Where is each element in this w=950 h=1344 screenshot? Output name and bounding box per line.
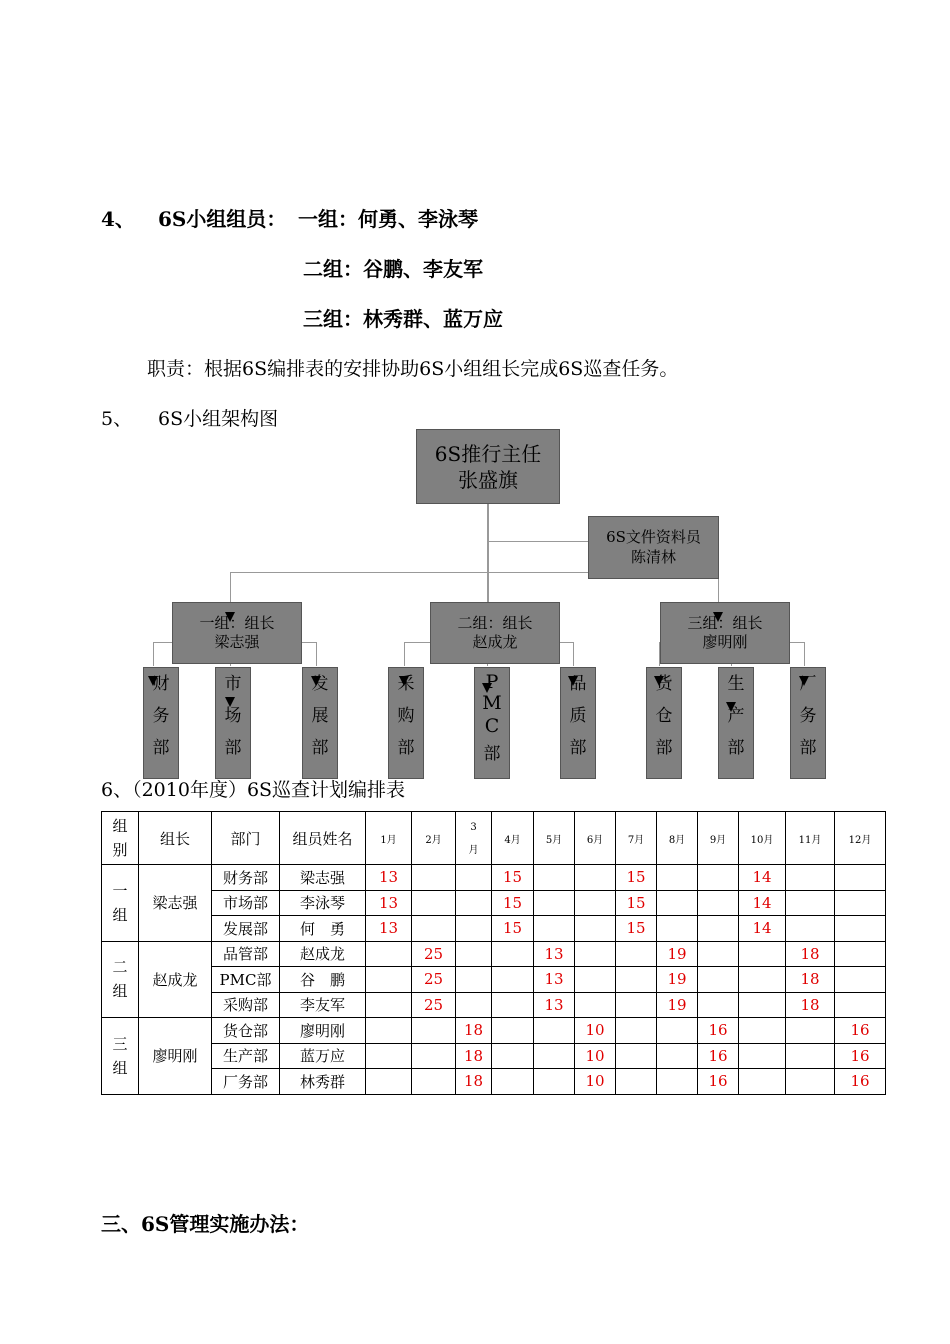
- header-month: 9月: [698, 812, 739, 865]
- day-cell: 13: [534, 992, 575, 1018]
- group2-members: 二组：谷鹏、李友军: [303, 257, 483, 281]
- day-cell: [366, 967, 412, 993]
- table-row: [102, 1043, 886, 1069]
- dept-char: 厂: [799, 674, 817, 694]
- day-cell: [835, 890, 886, 916]
- day-cell: 10: [575, 1043, 616, 1069]
- day-cell: 18: [786, 967, 835, 993]
- dept-char: 购: [397, 706, 415, 726]
- header-month: 12月: [835, 812, 886, 865]
- day-cell: [412, 865, 456, 891]
- member-cell: 何 勇: [280, 916, 366, 942]
- table-row: [102, 1069, 886, 1095]
- day-cell: 18: [456, 1043, 492, 1069]
- day-cell: 18: [786, 992, 835, 1018]
- day-cell: [835, 865, 886, 891]
- dept-cell: 采购部: [212, 992, 280, 1018]
- arrow-down-icon: [799, 676, 809, 686]
- dept-char: 部: [569, 738, 587, 758]
- dept-cell: 市场部: [212, 890, 280, 916]
- header-month: 5月: [534, 812, 575, 865]
- day-cell: [786, 890, 835, 916]
- day-cell: [366, 992, 412, 1018]
- header-month: 8月: [657, 812, 698, 865]
- dept-char: 务: [152, 706, 170, 726]
- section4-label: 6S小组组员：: [158, 207, 287, 231]
- day-cell: [698, 916, 739, 942]
- day-cell: 19: [657, 992, 698, 1018]
- group-cell: 二 组: [102, 941, 139, 1018]
- clerk-title: 6S文件资料员: [606, 528, 701, 546]
- day-cell: [616, 1043, 657, 1069]
- dept-char: 场: [224, 706, 242, 726]
- arrow-down-icon: [225, 612, 235, 622]
- day-cell: 18: [456, 1018, 492, 1044]
- dept-char: M: [482, 692, 502, 714]
- day-cell: 15: [492, 865, 534, 891]
- table-row: [102, 865, 886, 891]
- day-cell: [366, 1069, 412, 1095]
- day-cell: [492, 1069, 534, 1095]
- day-cell: [366, 1018, 412, 1044]
- dept-box-pmc: [474, 667, 510, 779]
- leader-name: 廖明刚: [702, 633, 748, 651]
- arrow-down-icon: [654, 676, 664, 686]
- day-cell: [786, 1018, 835, 1044]
- day-cell: [739, 1069, 786, 1095]
- day-cell: [575, 941, 616, 967]
- dept-char: 品: [569, 674, 587, 694]
- dept-char: 发: [311, 674, 329, 694]
- day-cell: [534, 1069, 575, 1095]
- arrow-down-icon: [713, 612, 723, 622]
- dept-char: 质: [569, 706, 587, 726]
- day-cell: 18: [456, 1069, 492, 1095]
- dept-char: 展: [311, 706, 329, 726]
- day-cell: [412, 1069, 456, 1095]
- dept-char: 部: [799, 738, 817, 758]
- arrow-down-icon: [399, 676, 409, 686]
- duty-text: 职责：根据6S编排表的安排协助6S小组组长完成6S巡查任务。: [147, 358, 679, 380]
- table-row: [102, 1018, 886, 1044]
- dept-char: 仓: [655, 706, 673, 726]
- dept-char: 部: [727, 738, 745, 758]
- day-cell: [698, 967, 739, 993]
- arrow-down-icon: [726, 702, 736, 712]
- day-cell: [412, 1018, 456, 1044]
- director-box: [416, 429, 560, 504]
- day-cell: [835, 967, 886, 993]
- clerk-box: [588, 516, 719, 579]
- table-row: [102, 890, 886, 916]
- member-cell: 谷 鹏: [280, 967, 366, 993]
- day-cell: [492, 967, 534, 993]
- day-cell: [412, 890, 456, 916]
- day-cell: [412, 916, 456, 942]
- dept-char: C: [484, 715, 500, 737]
- day-cell: [575, 967, 616, 993]
- member-cell: 赵成龙: [280, 941, 366, 967]
- dept-box-production: [718, 667, 754, 779]
- day-cell: 19: [657, 941, 698, 967]
- table-row: [102, 916, 886, 942]
- day-cell: [616, 941, 657, 967]
- day-cell: 13: [534, 967, 575, 993]
- day-cell: 16: [835, 1043, 886, 1069]
- dept-char: P: [485, 671, 499, 693]
- day-cell: 14: [739, 865, 786, 891]
- dept-char: 货: [655, 674, 673, 694]
- header-leader: 组长: [139, 812, 212, 865]
- header-month: 3 月: [456, 812, 492, 865]
- day-cell: 10: [575, 1069, 616, 1095]
- table-row: [102, 992, 886, 1018]
- day-cell: [575, 865, 616, 891]
- day-cell: [739, 1043, 786, 1069]
- day-cell: 15: [616, 865, 657, 891]
- day-cell: [698, 992, 739, 1018]
- day-cell: [739, 992, 786, 1018]
- leader-name: 梁志强: [214, 633, 260, 651]
- day-cell: [739, 941, 786, 967]
- day-cell: [616, 967, 657, 993]
- day-cell: 13: [366, 916, 412, 942]
- day-cell: [366, 1043, 412, 1069]
- member-cell: 李泳琴: [280, 890, 366, 916]
- day-cell: 16: [698, 1018, 739, 1044]
- clerk-name: 陈清林: [630, 547, 676, 566]
- day-cell: 15: [492, 916, 534, 942]
- dept-cell: 品管部: [212, 941, 280, 967]
- day-cell: [456, 865, 492, 891]
- arrow-down-icon: [311, 676, 321, 686]
- header-month: 6月: [575, 812, 616, 865]
- day-cell: 25: [412, 992, 456, 1018]
- day-cell: [575, 916, 616, 942]
- dept-char: 生: [727, 674, 745, 694]
- dept-cell: 货仓部: [212, 1018, 280, 1044]
- dept-cell: 财务部: [212, 865, 280, 891]
- dept-char: 部: [152, 738, 170, 758]
- dept-box-quality: [560, 667, 596, 779]
- header-group: 组 别: [102, 812, 139, 865]
- header-member: 组员姓名: [280, 812, 366, 865]
- day-cell: [657, 865, 698, 891]
- dept-box-market: [215, 667, 251, 779]
- dept-char: 部: [483, 744, 501, 764]
- member-cell: 李友军: [280, 992, 366, 1018]
- day-cell: [412, 1043, 456, 1069]
- day-cell: [534, 890, 575, 916]
- member-cell: 梁志强: [280, 865, 366, 891]
- day-cell: 25: [412, 967, 456, 993]
- day-cell: [575, 890, 616, 916]
- day-cell: [534, 916, 575, 942]
- day-cell: 15: [616, 890, 657, 916]
- inspection-schedule-table: [101, 811, 886, 1095]
- dept-char: 部: [311, 738, 329, 758]
- leader-cell: 梁志强: [139, 865, 212, 942]
- day-cell: 16: [698, 1043, 739, 1069]
- dept-char: 财: [152, 674, 170, 694]
- header-month: 2月: [412, 812, 456, 865]
- group-cell: 一 组: [102, 865, 139, 942]
- day-cell: [575, 992, 616, 1018]
- day-cell: [456, 941, 492, 967]
- header-month: 4月: [492, 812, 534, 865]
- day-cell: [657, 1069, 698, 1095]
- leader-title: 三组：组长: [687, 613, 763, 632]
- header-month: 7月: [616, 812, 657, 865]
- dept-char: 务: [799, 706, 817, 726]
- day-cell: [616, 1018, 657, 1044]
- day-cell: 25: [412, 941, 456, 967]
- dept-cell: PMC部: [212, 967, 280, 993]
- table-row: [102, 941, 886, 967]
- leader-box-1: [172, 602, 302, 664]
- section5-title: 6S小组架构图: [158, 408, 279, 430]
- header-month: 1月: [366, 812, 412, 865]
- day-cell: [492, 992, 534, 1018]
- day-cell: [366, 941, 412, 967]
- header-month: 11月: [786, 812, 835, 865]
- day-cell: 10: [575, 1018, 616, 1044]
- day-cell: [698, 865, 739, 891]
- director-title: 6S推行主任: [434, 441, 542, 466]
- day-cell: [698, 941, 739, 967]
- day-cell: 14: [739, 916, 786, 942]
- arrow-down-icon: [482, 683, 492, 693]
- day-cell: 13: [366, 890, 412, 916]
- day-cell: 18: [786, 941, 835, 967]
- day-cell: 13: [366, 865, 412, 891]
- day-cell: 19: [657, 967, 698, 993]
- group-cell: 三 组: [102, 1018, 139, 1095]
- dept-box-warehouse: [646, 667, 682, 779]
- day-cell: [492, 941, 534, 967]
- day-cell: [534, 865, 575, 891]
- dept-cell: 生产部: [212, 1043, 280, 1069]
- day-cell: [739, 967, 786, 993]
- day-cell: [492, 1018, 534, 1044]
- leader-name: 赵成龙: [472, 633, 518, 651]
- day-cell: [835, 916, 886, 942]
- day-cell: 14: [739, 890, 786, 916]
- leader-cell: 赵成龙: [139, 941, 212, 1018]
- day-cell: [786, 916, 835, 942]
- arrow-down-icon: [568, 676, 578, 686]
- day-cell: [698, 890, 739, 916]
- section3-title: 三、6S管理实施办法：: [101, 1212, 310, 1236]
- dept-char: 部: [224, 738, 242, 758]
- day-cell: [739, 1018, 786, 1044]
- day-cell: [835, 941, 886, 967]
- day-cell: [492, 1043, 534, 1069]
- group3-members: 三组：林秀群、蓝万应: [303, 307, 503, 331]
- member-cell: 蓝万应: [280, 1043, 366, 1069]
- group1-members: 一组：何勇、李泳琴: [298, 207, 478, 231]
- dept-cell: 厂务部: [212, 1069, 280, 1095]
- table-row: [102, 967, 886, 993]
- leader-title: 一组：组长: [199, 613, 275, 632]
- section6-title: 6、（2010年度）6S巡查计划编排表: [101, 779, 406, 801]
- section4-number: 4、: [101, 207, 135, 231]
- day-cell: 15: [616, 916, 657, 942]
- arrow-down-icon: [148, 676, 158, 686]
- header-month: 10月: [739, 812, 786, 865]
- dept-cell: 发展部: [212, 916, 280, 942]
- dept-char: 采: [397, 674, 415, 694]
- day-cell: 16: [698, 1069, 739, 1095]
- leader-title: 二组：组长: [457, 613, 533, 632]
- day-cell: [534, 1018, 575, 1044]
- day-cell: [456, 890, 492, 916]
- day-cell: [616, 992, 657, 1018]
- dept-char: 部: [397, 738, 415, 758]
- day-cell: [657, 1043, 698, 1069]
- day-cell: [534, 1043, 575, 1069]
- day-cell: [456, 916, 492, 942]
- director-name: 张盛旗: [458, 467, 518, 492]
- section5-number: 5、: [101, 408, 133, 430]
- day-cell: [616, 1069, 657, 1095]
- day-cell: 16: [835, 1018, 886, 1044]
- day-cell: [835, 992, 886, 1018]
- member-cell: 廖明刚: [280, 1018, 366, 1044]
- day-cell: [786, 1069, 835, 1095]
- leader-box-3: [660, 602, 790, 664]
- dept-char: 市: [224, 674, 242, 694]
- day-cell: [456, 992, 492, 1018]
- day-cell: [786, 1043, 835, 1069]
- day-cell: [786, 865, 835, 891]
- leader-cell: 廖明刚: [139, 1018, 212, 1095]
- day-cell: 15: [492, 890, 534, 916]
- leader-box-2: [430, 602, 560, 664]
- day-cell: [456, 967, 492, 993]
- day-cell: 16: [835, 1069, 886, 1095]
- dept-char: 产: [727, 706, 745, 726]
- day-cell: 13: [534, 941, 575, 967]
- day-cell: [657, 1018, 698, 1044]
- header-dept: 部门: [212, 812, 280, 865]
- arrow-down-icon: [225, 697, 235, 707]
- day-cell: [657, 890, 698, 916]
- day-cell: [657, 916, 698, 942]
- dept-char: 部: [655, 738, 673, 758]
- member-cell: 林秀群: [280, 1069, 366, 1095]
